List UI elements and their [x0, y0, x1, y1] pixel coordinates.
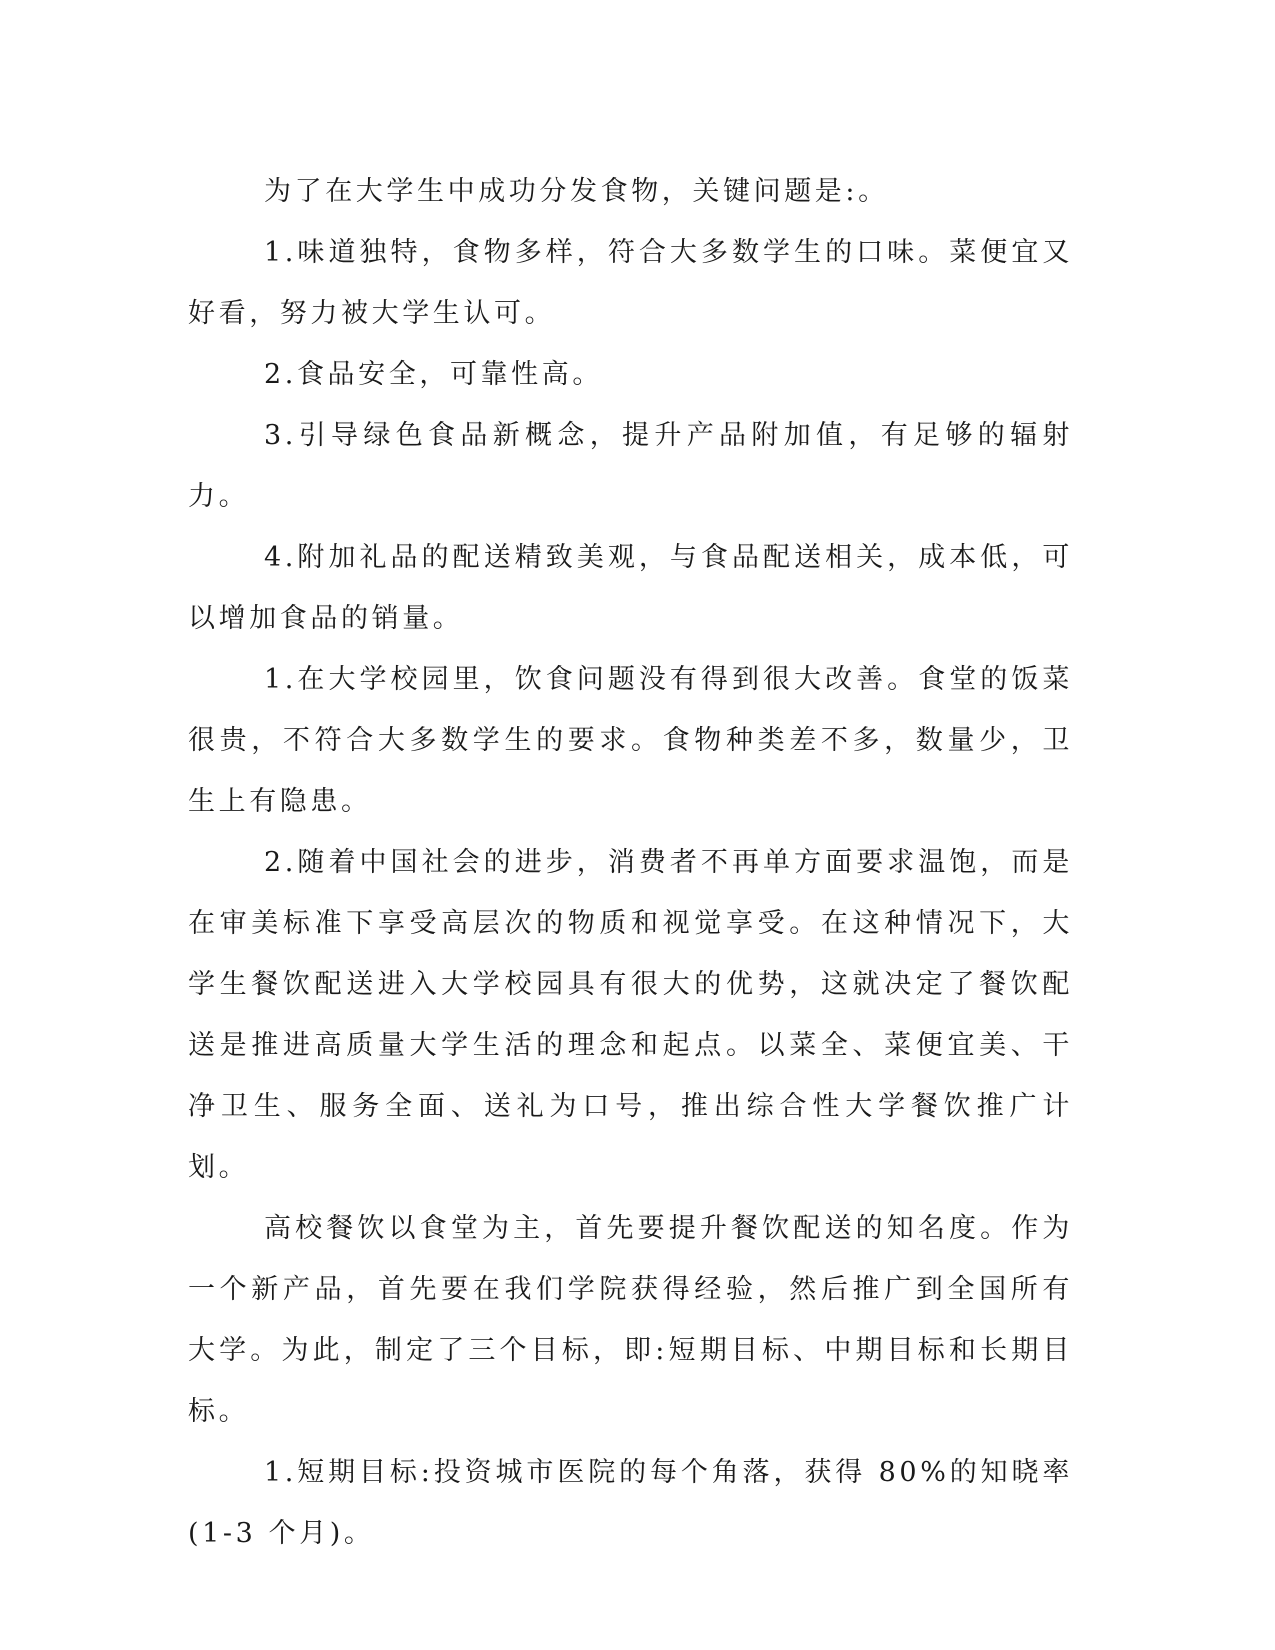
paragraph-background-2: 2.随着中国社会的进步，消费者不再单方面要求温饱，而是在审美标准下享受高层次的物质和视觉享受。在这种情况下，大学生餐饮配送进入大学校园具有很大的优势，这就决定了餐饮配送是推进高质量大学生活的理念和起点。以菜全、菜便宜美、干净卫生、服务全面、送礼为口号，推出综合性大学餐饮推广计划。: [188, 847, 1073, 1183]
paragraph-short-term-goal: 1.短期目标:投资城市医院的每个角落，获得 80%的知晓率(1-3 个月)。: [188, 1457, 1073, 1549]
paragraph-intro: 为了在大学生中成功分发食物，关键问题是:。: [264, 176, 889, 207]
document-body: [188, 161, 1073, 1564]
paragraph-key-point-1: 1.味道独特，食物多样，符合大多数学生的口味。菜便宜又好看，努力被大学生认可。: [188, 237, 1073, 329]
paragraph-goals: 高校餐饮以食堂为主，首先要提升餐饮配送的知名度。作为一个新产品，首先要在我们学院获得经验，然后推广到全国所有大学。为此，制定了三个目标，即:短期目标、中期目标和长期目标。: [188, 1213, 1073, 1427]
paragraph-key-point-3: 3.引导绿色食品新概念，提升产品附加值，有足够的辐射力。: [188, 420, 1073, 512]
paragraph-key-point-4: 4.附加礼品的配送精致美观，与食品配送相关，成本低，可以增加食品的销量。: [188, 542, 1073, 634]
paragraph-background-1: 1.在大学校园里，饮食问题没有得到很大改善。食堂的饭菜很贵，不符合大多数学生的要求。食物种类差不多，数量少，卫生上有隐患。: [188, 664, 1073, 817]
paragraph-key-point-2: 2.食品安全，可靠性高。: [264, 359, 603, 390]
